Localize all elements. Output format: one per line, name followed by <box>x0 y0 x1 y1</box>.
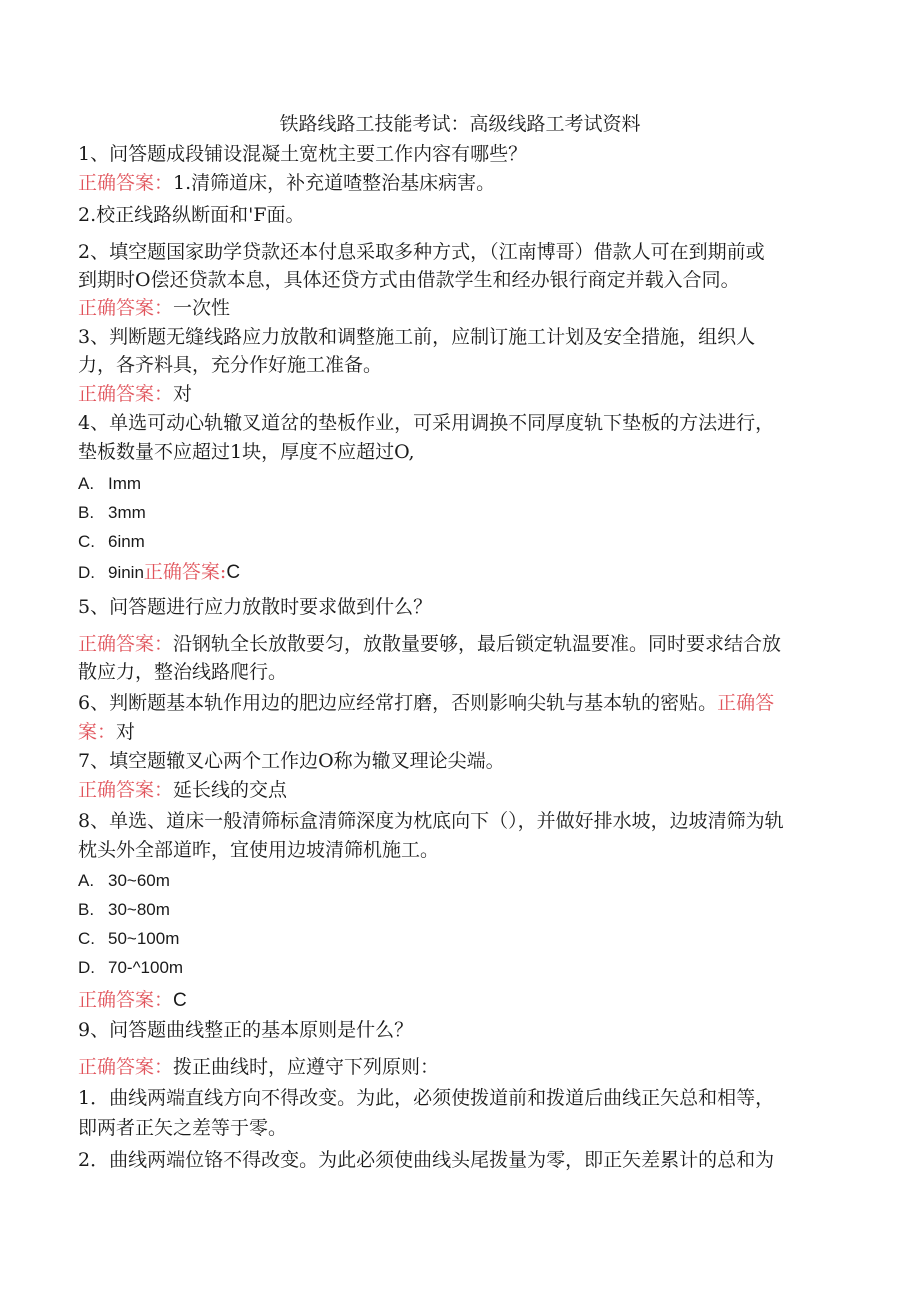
question-2 <box>78 240 765 264</box>
answer-text: 对 <box>173 383 193 405</box>
question-text: 填空题国家助学贷款还本付息采取多种方式，（江南博哥）借款人可在到期前或 <box>109 241 765 263</box>
option-value: 3mm <box>108 503 146 522</box>
answer-text: 拨正曲线时，应遵守下列原则： <box>173 1056 440 1078</box>
answer-label: 正确答案: <box>143 561 227 583</box>
answer-text: C <box>173 990 187 1011</box>
option-letter: C. <box>78 532 95 551</box>
answer-8 <box>78 988 187 1013</box>
question-4-line-2: 垫板数量不应超过1块，厚度不应超过O, <box>78 441 415 463</box>
option-value: 9inin <box>108 563 144 582</box>
question-6 <box>78 691 774 715</box>
answer-label: 正确答案： <box>78 172 174 194</box>
option-b <box>78 500 146 525</box>
answer-6 <box>78 720 135 744</box>
answer-9 <box>78 1055 439 1079</box>
answer-label: 正确答案： <box>78 989 174 1011</box>
question-9 <box>78 1018 413 1042</box>
answer-label-continued: 案： <box>78 721 117 743</box>
question-3 <box>78 325 755 349</box>
question-number: 9、 <box>78 1019 110 1041</box>
option-value: 50~100m <box>108 929 180 948</box>
option-a <box>78 868 170 893</box>
question-text: 问答题成段铺设混凝土宽枕主要工作内容有哪些？ <box>109 143 528 165</box>
question-number: 1、 <box>78 143 110 165</box>
question-1 <box>78 142 527 166</box>
option-c <box>78 529 145 554</box>
answer-text: 对 <box>116 721 136 743</box>
question-text: 问答题曲线整正的基本原则是什么？ <box>109 1019 414 1041</box>
question-text: 问答题进行应力放散时要求做到什么？ <box>109 596 433 618</box>
answer-9-line-3: 2．曲线两端位铬不得改变。为此必须使曲线头尾拨量为零，即正矢差累计的总和为 <box>78 1149 775 1171</box>
question-number: 7、 <box>78 750 110 772</box>
option-letter: B. <box>78 900 95 919</box>
answer-text: 1.清筛道床，补充道喳整治基床病害。 <box>173 172 496 194</box>
answer-label: 正确答案： <box>78 779 174 801</box>
option-d <box>78 560 240 585</box>
option-letter: B. <box>78 503 95 522</box>
option-value: 30~80m <box>108 900 170 919</box>
question-number: 6、 <box>78 692 110 714</box>
question-8 <box>78 809 784 833</box>
answer-text: 一次性 <box>173 297 231 319</box>
question-5 <box>78 595 432 619</box>
option-letter: A. <box>78 871 95 890</box>
answer-label: 正确答案： <box>78 1056 174 1078</box>
answer-label: 正确答案： <box>78 633 174 655</box>
answer-9-line-1: 1．曲线两端直线方向不得改变。为此，必须使拨道前和拨道后曲线正矢总和相等， <box>78 1087 775 1109</box>
question-text: 填空题辙叉心两个工作边O称为辙叉理论尖端。 <box>109 750 505 772</box>
question-4 <box>78 411 774 435</box>
option-value: 30~60m <box>108 871 170 890</box>
option-letter: A. <box>78 474 95 493</box>
option-value: Imm <box>108 474 142 493</box>
option-value: 70-^100m <box>108 958 184 977</box>
question-number: 5、 <box>78 596 110 618</box>
question-text: 单选可动心轨辙叉道岔的垫板作业，可采用调换不同厚度轨下垫板的方法进行， <box>109 412 775 434</box>
question-text: 判断题无缝线路应力放散和调整施工前，应制订施工计划及安全措施，组织人 <box>109 326 756 348</box>
answer-text: 延长线的交点 <box>173 779 288 801</box>
question-8-line-2: 枕头外全部道昨，宜使用边坡清筛机施工。 <box>78 839 440 861</box>
question-number: 8、 <box>78 810 110 832</box>
answer-text: C <box>226 562 241 583</box>
question-3-line-2: 力，各齐料具，充分作好施工准备。 <box>78 354 383 376</box>
answer-label: 正确答案： <box>78 297 174 319</box>
option-d <box>78 955 183 980</box>
answer-1-line-2: 2.校正线路纵断面和'F面。 <box>78 204 305 226</box>
answer-9-line-2: 即两者正矢之差等于零。 <box>78 1117 288 1139</box>
answer-1 <box>78 171 495 195</box>
answer-text: 沿钢轨全长放散要匀，放散量要够，最后锁定轨温要准。同时要求结合放 <box>173 633 782 655</box>
question-text: 判断题基本轨作用边的肥边应经常打磨，否则影响尖轨与基本轨的密贴。 <box>109 692 718 714</box>
answer-label: 正确答 <box>717 692 775 714</box>
question-number: 3、 <box>78 326 110 348</box>
answer-label: 正确答案： <box>78 383 174 405</box>
option-value: 6inm <box>108 532 145 551</box>
option-letter: C. <box>78 929 95 948</box>
answer-3 <box>78 382 192 406</box>
answer-7 <box>78 778 287 802</box>
option-letter: D. <box>78 563 95 582</box>
question-number: 4、 <box>78 412 110 434</box>
question-2-line-2: 到期时O偿还贷款本息，具体还贷方式由借款学生和经办银行商定并载入合同。 <box>78 269 740 291</box>
answer-2 <box>78 296 230 320</box>
answer-5-line-2: 散应力，整治线路爬行。 <box>78 661 288 683</box>
option-b <box>78 897 170 922</box>
option-a <box>78 471 141 496</box>
question-7 <box>78 749 505 773</box>
option-letter: D. <box>78 958 95 977</box>
document-title: 铁路线路工技能考试：高级线路工考试资料 <box>279 113 641 135</box>
answer-5 <box>78 632 781 656</box>
question-number: 2、 <box>78 241 110 263</box>
question-text: 单选、道床一般清筛标盒清筛深度为枕底向下（），并做好排水坡，边坡清筛为轨 <box>109 810 784 832</box>
option-c <box>78 926 179 951</box>
